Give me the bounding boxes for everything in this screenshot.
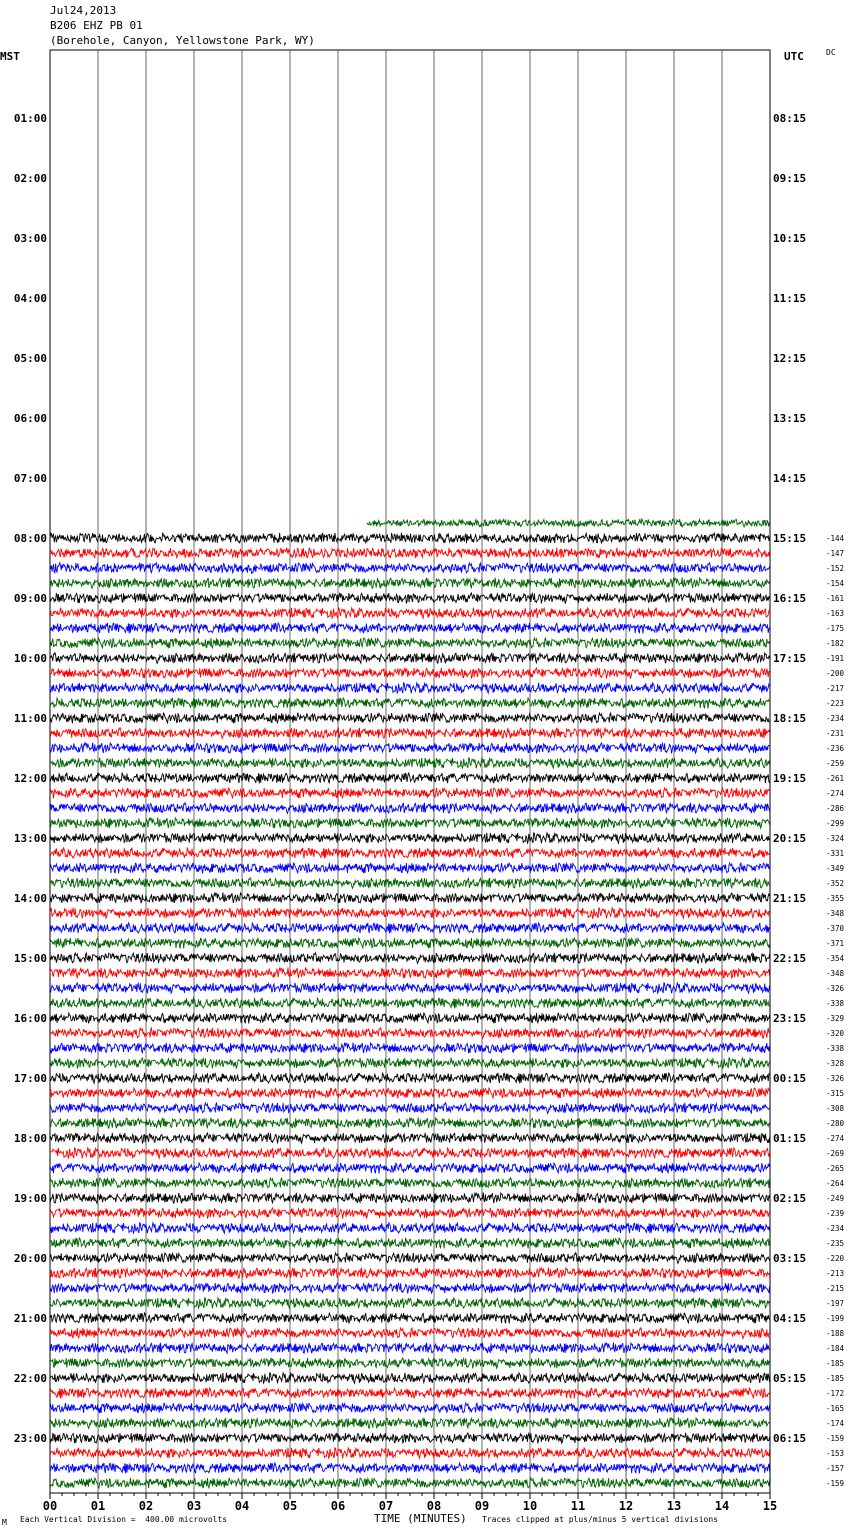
x-tick-label: 10 — [522, 1499, 538, 1513]
seismic-trace — [50, 1298, 770, 1309]
trace-offset-label: -329 — [826, 1014, 845, 1023]
trace-offset-label: -182 — [826, 639, 845, 648]
trace-offset-label: -328 — [826, 1059, 845, 1068]
seismic-trace — [50, 1193, 770, 1204]
trace-offset-label: -185 — [826, 1374, 845, 1383]
trace-offset-label: -159 — [826, 1479, 845, 1488]
header-date: Jul24,2013 — [50, 4, 117, 17]
trace-offset-label: -338 — [826, 999, 845, 1008]
seismic-trace — [50, 788, 770, 799]
trace-offset-label: -315 — [826, 1089, 845, 1098]
seismic-trace — [50, 1313, 770, 1324]
trace-offset-label: -152 — [826, 564, 845, 573]
trace-offset-label: -274 — [826, 789, 845, 798]
seismic-trace — [50, 638, 770, 649]
seismic-trace — [50, 668, 770, 679]
seismic-trace — [50, 683, 770, 694]
seismic-trace — [50, 863, 770, 874]
trace-offset-label: -234 — [826, 714, 845, 723]
seismic-trace — [50, 1118, 770, 1129]
mst-hour-label: 01:00 — [13, 112, 47, 125]
x-tick-label: 08 — [426, 1499, 442, 1513]
utc-hour-label: 02:15 — [773, 1192, 807, 1205]
seismic-trace — [50, 938, 770, 949]
mst-hour-label: 14:00 — [13, 892, 47, 905]
trace-offset-label: -354 — [826, 954, 845, 963]
trace-offset-label: -264 — [826, 1179, 845, 1188]
seismic-trace — [50, 1268, 770, 1279]
seismic-trace — [50, 1448, 770, 1459]
trace-offset-label: -161 — [826, 594, 845, 603]
seismic-trace — [50, 758, 770, 769]
seismic-trace — [50, 743, 770, 754]
trace-offset-label: -157 — [826, 1464, 845, 1473]
seismic-trace — [50, 1058, 770, 1069]
x-tick-label: 07 — [378, 1499, 394, 1513]
seismic-trace — [50, 1418, 770, 1429]
seismic-trace — [50, 1178, 770, 1189]
seismic-trace — [50, 1433, 770, 1444]
seismic-trace — [50, 1133, 770, 1144]
mst-hour-label: 10:00 — [13, 652, 47, 665]
utc-hour-label: 19:15 — [773, 772, 807, 785]
trace-offset-label: -163 — [826, 609, 845, 618]
trace-offset-label: -147 — [826, 549, 845, 558]
seismic-trace — [50, 908, 770, 919]
mst-hour-label: 23:00 — [13, 1432, 47, 1445]
trace-offset-label: -231 — [826, 729, 845, 738]
trace-offset-label: -326 — [826, 984, 845, 993]
mst-hour-label: 11:00 — [13, 712, 47, 725]
x-tick-label: 00 — [42, 1499, 58, 1513]
mst-hour-label: 22:00 — [13, 1372, 47, 1385]
trace-offset-label: -234 — [826, 1224, 845, 1233]
trace-offset-label: -280 — [826, 1119, 845, 1128]
trace-offset-label: -185 — [826, 1359, 845, 1368]
seismic-trace — [50, 713, 770, 724]
seismic-trace — [50, 1373, 770, 1384]
mst-hour-label: 18:00 — [13, 1132, 47, 1145]
seismic-trace — [50, 968, 770, 979]
seismic-trace — [50, 1403, 770, 1414]
x-tick-label: 06 — [330, 1499, 346, 1513]
seismic-trace — [50, 1163, 770, 1174]
mst-hour-label: 16:00 — [13, 1012, 47, 1025]
utc-hour-label: 04:15 — [773, 1312, 807, 1325]
clip-note: Traces clipped at plus/minus 5 vertical divisions — [482, 1515, 719, 1524]
trace-offset-label: -154 — [826, 579, 845, 588]
trace-offset-label: -269 — [826, 1149, 845, 1158]
trace-offset-label: -174 — [826, 1419, 845, 1428]
seismic-trace — [50, 1103, 770, 1114]
mst-hour-label: 08:00 — [13, 532, 47, 545]
seismic-trace — [50, 1208, 770, 1219]
x-tick-label: 15 — [762, 1499, 778, 1513]
trace-offset-label: -326 — [826, 1074, 845, 1083]
trace-offset-label: -175 — [826, 624, 845, 633]
utc-hour-label: 01:15 — [773, 1132, 807, 1145]
utc-hour-label: 08:15 — [773, 112, 807, 125]
trace-offset-label: -331 — [826, 849, 845, 858]
seismic-trace — [50, 1388, 770, 1399]
trace-offset-label: -199 — [826, 1314, 845, 1323]
utc-hour-label: 20:15 — [773, 832, 807, 845]
trace-offset-label: -274 — [826, 1134, 845, 1143]
seismic-trace — [50, 1013, 770, 1024]
mst-hour-label: 02:00 — [13, 172, 47, 185]
utc-hour-label: 00:15 — [773, 1072, 807, 1085]
trace-offset-label: -165 — [826, 1404, 845, 1413]
trace-offset-label: -235 — [826, 1239, 845, 1248]
trace-offset-label: -213 — [826, 1269, 845, 1278]
seismic-trace — [50, 1358, 770, 1369]
seismic-trace — [50, 578, 770, 589]
seismic-trace — [50, 1148, 770, 1159]
utc-hour-label: 21:15 — [773, 892, 807, 905]
trace-offset-label: -348 — [826, 909, 845, 918]
x-tick-label: 05 — [282, 1499, 298, 1513]
mst-hour-label: 03:00 — [13, 232, 47, 245]
trace-offset-label: -188 — [826, 1329, 845, 1338]
seismic-trace — [50, 953, 770, 964]
seismic-trace — [50, 1463, 770, 1474]
seismic-trace — [50, 923, 770, 934]
mst-hour-label: 09:00 — [13, 592, 47, 605]
seismic-trace — [50, 593, 770, 604]
seismic-trace — [50, 1073, 770, 1084]
seismic-trace — [50, 1238, 770, 1249]
trace-offset-label: -220 — [826, 1254, 845, 1263]
seismic-trace — [50, 653, 770, 664]
x-tick-label: 12 — [618, 1499, 634, 1513]
seismic-trace — [50, 1478, 770, 1489]
mst-hour-label: 12:00 — [13, 772, 47, 785]
utc-hour-label: 17:15 — [773, 652, 807, 665]
trace-offset-label: -355 — [826, 894, 845, 903]
x-axis-title: TIME (MINUTES) — [374, 1512, 467, 1525]
x-tick-label: 09 — [474, 1499, 490, 1513]
mst-hour-label: 06:00 — [13, 412, 47, 425]
x-tick-label: 03 — [186, 1499, 202, 1513]
seismic-trace — [50, 773, 770, 784]
seismic-trace — [50, 548, 770, 559]
utc-hour-label: 16:15 — [773, 592, 807, 605]
trace-offset-label: -215 — [826, 1284, 845, 1293]
mst-hour-label: 15:00 — [13, 952, 47, 965]
utc-hour-label: 14:15 — [773, 472, 807, 485]
seismic-trace — [50, 608, 770, 619]
seismic-trace — [50, 983, 770, 994]
trace-offset-label: -320 — [826, 1029, 845, 1038]
x-tick-label: 04 — [234, 1499, 250, 1513]
mst-hour-label: 19:00 — [13, 1192, 47, 1205]
seismic-trace — [50, 698, 770, 709]
trace-offset-label: -286 — [826, 804, 845, 813]
header-location: (Borehole, Canyon, Yellowstone Park, WY) — [50, 34, 315, 47]
x-tick-label: 02 — [138, 1499, 154, 1513]
trace-offset-label: -249 — [826, 1194, 845, 1203]
seismic-trace — [50, 623, 770, 634]
trace-offset-label: -217 — [826, 684, 845, 693]
seismic-trace — [50, 1028, 770, 1039]
x-tick-label: 13 — [666, 1499, 682, 1513]
utc-hour-label: 03:15 — [773, 1252, 807, 1265]
seismic-trace — [50, 1088, 770, 1099]
utc-hour-label: 13:15 — [773, 412, 807, 425]
trace-offset-label: -223 — [826, 699, 845, 708]
scale-note: Each Vertical Division = 400.00 microvolts — [20, 1515, 228, 1524]
utc-hour-label: 11:15 — [773, 292, 807, 305]
trace-offset-label: -200 — [826, 669, 845, 678]
mst-hour-label: 17:00 — [13, 1072, 47, 1085]
seismic-trace — [50, 1043, 770, 1054]
left-axis-label: MST — [0, 50, 20, 63]
corner-label: DC — [826, 48, 836, 57]
mst-hour-label: 05:00 — [13, 352, 47, 365]
x-tick-label: 14 — [714, 1499, 730, 1513]
trace-offset-label: -197 — [826, 1299, 845, 1308]
mst-hour-label: 13:00 — [13, 832, 47, 845]
trace-offset-label: -159 — [826, 1434, 845, 1443]
seismic-trace — [50, 848, 770, 859]
x-tick-label: 11 — [570, 1499, 586, 1513]
trace-offset-label: -349 — [826, 864, 845, 873]
trace-offset-label: -153 — [826, 1449, 845, 1458]
seismic-trace — [50, 533, 770, 544]
seismic-trace — [367, 519, 770, 527]
trace-offset-label: -299 — [826, 819, 845, 828]
trace-offset-label: -348 — [826, 969, 845, 978]
trace-offset-label: -371 — [826, 939, 845, 948]
trace-offset-label: -324 — [826, 834, 845, 843]
trace-offset-label: -261 — [826, 774, 845, 783]
utc-hour-label: 18:15 — [773, 712, 807, 725]
trace-offset-label: -259 — [826, 759, 845, 768]
seismic-trace — [50, 818, 770, 829]
seismic-trace — [50, 833, 770, 844]
trace-offset-label: -184 — [826, 1344, 845, 1353]
trace-offset-label: -236 — [826, 744, 845, 753]
mst-hour-label: 04:00 — [13, 292, 47, 305]
seismic-trace — [50, 728, 770, 739]
mst-hour-label: 07:00 — [13, 472, 47, 485]
seismic-trace — [50, 1253, 770, 1264]
utc-hour-label: 06:15 — [773, 1432, 807, 1445]
seismic-trace — [50, 1343, 770, 1354]
utc-hour-label: 22:15 — [773, 952, 807, 965]
seismic-trace — [50, 878, 770, 889]
seismic-trace — [50, 1223, 770, 1234]
seismic-trace — [50, 893, 770, 904]
seismic-trace — [50, 1283, 770, 1294]
trace-offset-label: -144 — [826, 534, 845, 543]
trace-offset-label: -308 — [826, 1104, 845, 1113]
header-station: B206 EHZ PB 01 — [50, 19, 143, 32]
trace-offset-label: -352 — [826, 879, 845, 888]
trace-offset-label: -338 — [826, 1044, 845, 1053]
utc-hour-label: 05:15 — [773, 1372, 807, 1385]
mst-hour-label: 21:00 — [13, 1312, 47, 1325]
seismic-trace — [50, 998, 770, 1009]
trace-offset-label: -239 — [826, 1209, 845, 1218]
seismic-trace — [50, 563, 770, 574]
logo-mark: M — [2, 1518, 7, 1527]
utc-hour-label: 15:15 — [773, 532, 807, 545]
right-axis-label: UTC — [784, 50, 804, 63]
utc-hour-label: 23:15 — [773, 1012, 807, 1025]
utc-hour-label: 09:15 — [773, 172, 807, 185]
trace-offset-label: -172 — [826, 1389, 845, 1398]
utc-hour-label: 12:15 — [773, 352, 807, 365]
utc-hour-label: 10:15 — [773, 232, 807, 245]
seismic-trace — [50, 803, 770, 814]
trace-offset-label: -265 — [826, 1164, 845, 1173]
trace-offset-label: -370 — [826, 924, 845, 933]
mst-hour-label: 20:00 — [13, 1252, 47, 1265]
x-tick-label: 01 — [90, 1499, 106, 1513]
seismic-trace — [50, 1328, 770, 1339]
trace-offset-label: -191 — [826, 654, 845, 663]
